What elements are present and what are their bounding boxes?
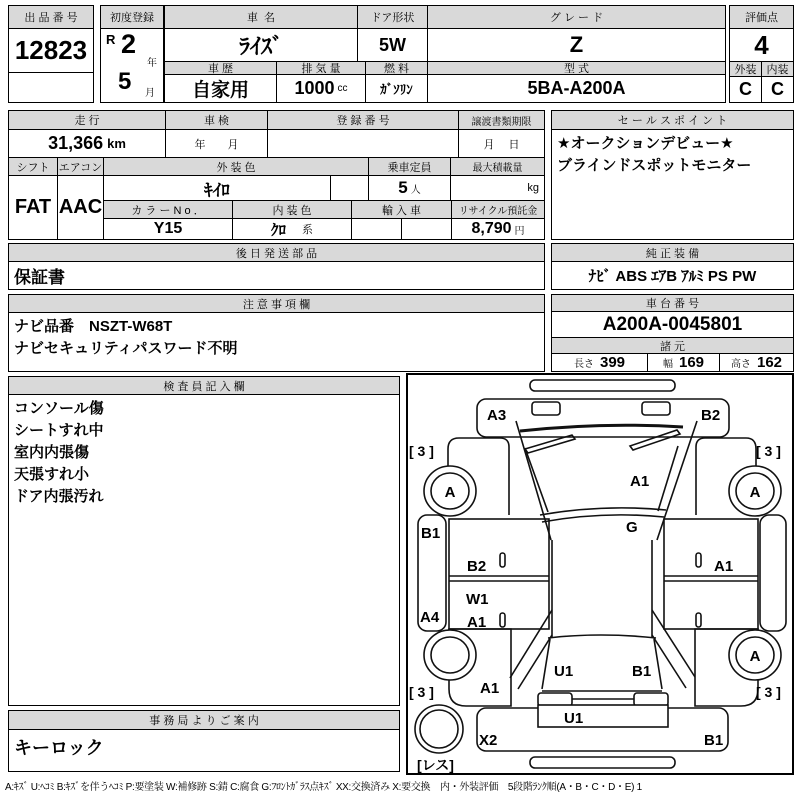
spec-height-label: 高さ (730, 359, 751, 370)
damage-label-rear-door-lower: A1 (467, 614, 487, 631)
mileage-unit: km (107, 136, 126, 151)
exterior-color-value: ｷｲﾛ (103, 175, 331, 201)
office-notice-header: 事 務 局 よ り ご 案 内 (8, 710, 400, 730)
auction-number-value: 12823 (8, 28, 94, 73)
aircon-value: AAC (57, 175, 104, 240)
notes-header: 注 意 事 項 欄 (8, 294, 545, 313)
exterior-color-header: 外 装 色 (103, 157, 369, 176)
interior-color-value (232, 218, 352, 240)
recycle-deposit-header: リサイクル預託金 (451, 200, 545, 219)
recycle-deposit-number: 8,790 (471, 220, 512, 237)
interior-color-suffix: 系 (302, 224, 313, 236)
color-no-value: Y15 (103, 218, 233, 240)
tread-rear-right: [ 3 ] (756, 684, 781, 700)
first-registration-value (100, 28, 164, 103)
office-notice-value: キーロック (8, 729, 400, 772)
damage-label-bumper-left: X2 (479, 732, 498, 749)
exterior-grade-value: C (729, 76, 762, 103)
damage-label-glass: G (626, 519, 638, 536)
registration-number-header: 登 録 番 号 (267, 110, 459, 130)
transfer-deadline-header: 譲渡書類期限 (458, 110, 545, 130)
grade-header: グ レ ー ド (427, 5, 726, 29)
era-letter: R (106, 32, 116, 47)
wheel-rear-right-grade: A (749, 648, 761, 665)
max-load-header: 最大積載量 (450, 157, 545, 176)
damage-diagram-svg (408, 375, 792, 773)
score-header: 評価点 (729, 5, 794, 29)
damage-label-hood-left: A3 (487, 407, 507, 424)
spec-width-value: 169 (678, 354, 705, 371)
sales-point-body (551, 129, 794, 240)
shift-value: FAT (8, 175, 58, 240)
capacity-number: 5 (398, 178, 408, 197)
damage-label-sill-front: B1 (421, 525, 441, 542)
car-name-value: ﾗｲｽﾞ (164, 28, 358, 62)
sales-point-line-1: ★オークションデビュー★ (557, 135, 734, 152)
notes-body (8, 312, 545, 372)
sales-point-header: セ ー ル ス ポ イ ン ト (551, 110, 794, 130)
grade-value: Z (427, 28, 726, 62)
fuel-header: 燃 料 (365, 61, 428, 75)
import-car-cell-left (351, 218, 402, 240)
displacement-number: 1000 (294, 78, 335, 98)
model-code-value: 5BA-A200A (427, 74, 726, 103)
tread-front-left: [ 3 ] (409, 443, 434, 459)
recycle-deposit-unit: 円 (514, 225, 525, 237)
import-car-cell-right (401, 218, 452, 240)
spec-height-cell (719, 353, 794, 372)
first-registration-header: 初度登録 (100, 5, 164, 29)
mileage-value (8, 129, 166, 158)
inspection-header: 車 検 (165, 110, 268, 130)
oem-equipment-value: ﾅﾋﾞ ABS ｴｱB ｱﾙﾐ PS PW (551, 261, 794, 290)
displacement-header: 排 気 量 (276, 61, 366, 75)
car-name-header: 車 名 (164, 5, 358, 29)
door-shape-value: 5W (357, 28, 428, 62)
interior-color-name: ｸﾛ (270, 221, 286, 239)
inspector-line-1: コンソール傷 (14, 400, 104, 417)
inspector-line-3: 室内内張傷 (14, 444, 90, 461)
score-value: 4 (729, 28, 794, 62)
sales-point-line-2: ブラインドスポットモニター (557, 157, 752, 174)
auction-number-empty-cell (8, 72, 94, 103)
chassis-number-header: 車 台 番 号 (551, 294, 794, 312)
spec-length-label: 長さ (573, 359, 594, 370)
tread-front-right: [ 3 ] (756, 443, 781, 459)
model-code-header: 型 式 (427, 61, 726, 75)
tread-rear-left: [ 3 ] (409, 684, 434, 700)
reg-year-unit: 年 (147, 58, 157, 69)
damage-label-bumper-right: B1 (704, 732, 724, 749)
inspector-notes-body (8, 394, 400, 706)
damage-label-rear-door-upper: W1 (466, 591, 489, 608)
color-no-header: カ ラ ー N o ． (103, 200, 233, 219)
inspector-line-4: 天張すれ小 (14, 466, 90, 483)
oem-equipment-header: 純 正 装 備 (551, 243, 794, 262)
spec-width-cell (647, 353, 720, 372)
exterior-color-empty-cell (330, 175, 369, 201)
legend-footer: A:ｷｽﾞ U:ﾍｺﾐ B:ｷｽﾞを伴うﾍｺﾐ P:要塗装 W:補修跡 S:錆 C:腐食 G:ﾌﾛﾝﾄｶﾞﾗｽ点ｷｽﾞ XX:交換済み X:要交換 内・外装評価 5段階ﾗﾝｸ順(A・B・C・D・E) 1 (5, 782, 642, 793)
inspector-line-5: ドア内張汚れ (14, 488, 104, 505)
aircon-header: エアコン (57, 157, 104, 176)
damage-label-front-door-right: A1 (714, 558, 734, 575)
damage-label-gate-right: B1 (632, 663, 652, 680)
capacity-header: 乗車定員 (368, 157, 451, 176)
registration-number-value (267, 129, 459, 158)
car-history-value: 自家用 (164, 74, 277, 103)
wheel-front-left-grade: A (444, 484, 456, 501)
interior-grade-header: 内装 (761, 61, 794, 77)
displacement-value (276, 74, 366, 103)
mileage-header: 走 行 (8, 110, 166, 130)
damage-label-gate-lower: U1 (564, 710, 584, 727)
inspection-value: 年 月 (165, 129, 268, 158)
shift-header: シフト (8, 157, 58, 176)
import-car-header: 輸 入 車 (351, 200, 452, 219)
reg-month: 5 (118, 68, 132, 95)
notes-line-2: ナビセキュリティパスワード不明 (14, 340, 238, 357)
damage-label-windshield: A1 (630, 473, 650, 490)
capacity-unit: 人 (410, 184, 421, 196)
interior-grade-value: C (761, 76, 794, 103)
transfer-deadline-value: 月 日 (458, 129, 545, 158)
displacement-unit: cc (337, 83, 348, 94)
wheel-front-right-grade: A (749, 484, 761, 501)
door-shape-header: ドア形状 (357, 5, 428, 29)
spec-length-value: 399 (599, 354, 626, 371)
specs-header: 諸 元 (551, 337, 794, 354)
car-history-header: 車 歴 (164, 61, 277, 75)
capacity-value (368, 175, 451, 201)
inspector-notes-header: 検 査 員 記 入 欄 (8, 376, 400, 395)
fuel-value: ｶﾞｿﾘﾝ (365, 74, 428, 103)
chassis-number-value: A200A-0045801 (551, 311, 794, 338)
interior-color-header: 内 装 色 (232, 200, 352, 219)
damage-label-sill-rear: A4 (420, 609, 440, 626)
notes-line-1: ナビ品番 NSZT-W68T (14, 318, 173, 335)
reg-year: 2 (121, 29, 137, 59)
auction-number-header: 出 品 番 号 (8, 5, 94, 29)
exterior-grade-header: 外装 (729, 61, 762, 77)
damage-label-quarter-left: A1 (480, 680, 500, 697)
damage-label-hood-right: B2 (701, 407, 721, 424)
damage-label-front-door-left: B2 (467, 558, 487, 575)
reg-month-unit: 月 (145, 88, 155, 99)
mileage-number: 31,366 (48, 133, 104, 153)
later-parts-header: 後 日 発 送 部 品 (8, 243, 545, 262)
damage-label-gate-left: U1 (554, 663, 574, 680)
recycle-deposit-value (451, 218, 545, 240)
damage-diagram (406, 373, 794, 775)
spec-length-cell (551, 353, 648, 372)
inspector-line-2: シートすれ中 (14, 422, 104, 439)
spec-width-label: 幅 (662, 359, 673, 370)
max-load-value: kg (450, 175, 545, 201)
later-parts-value: 保証書 (8, 261, 545, 290)
spec-height-value: 162 (756, 354, 783, 371)
spare-tire-label: [レス] (417, 757, 454, 773)
